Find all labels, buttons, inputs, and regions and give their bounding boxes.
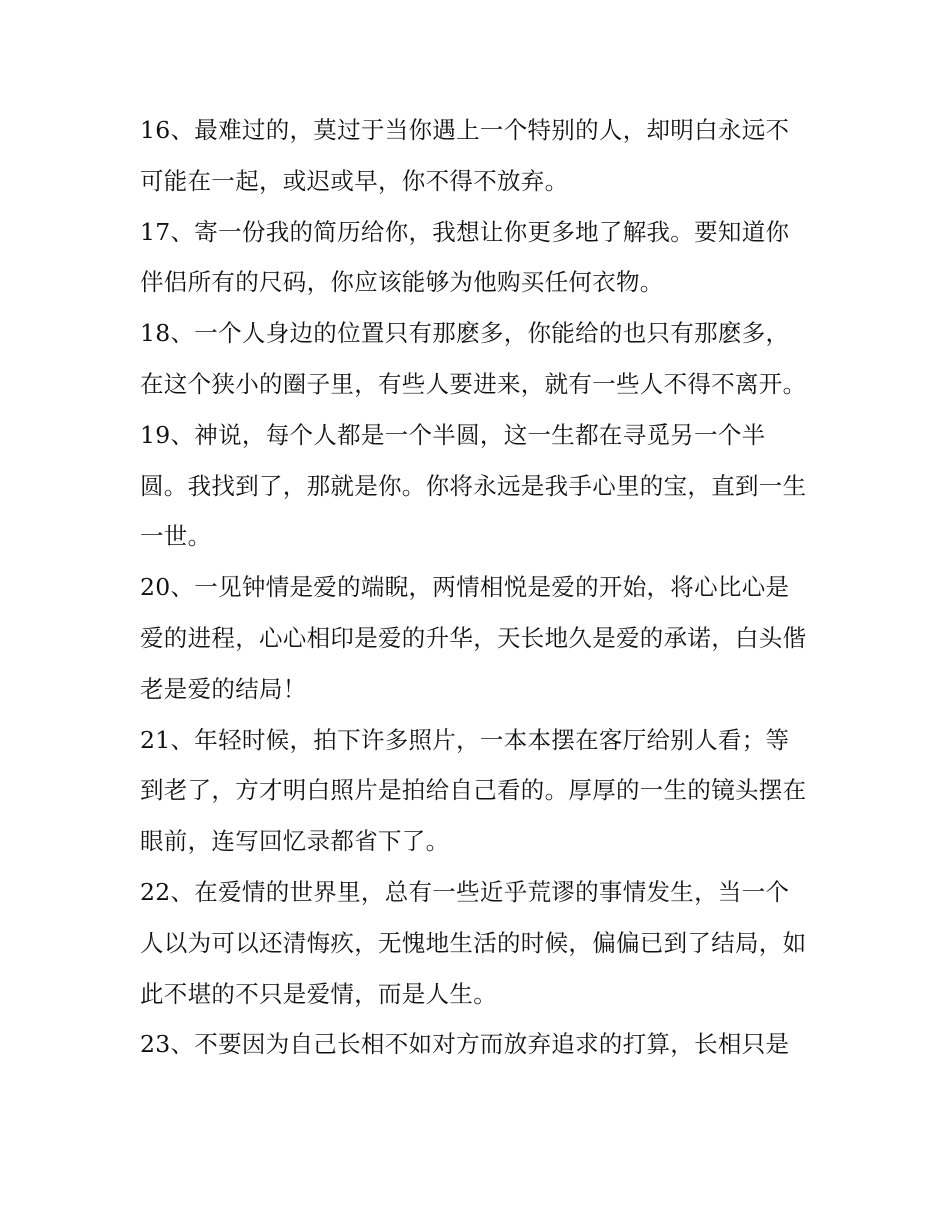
entry-20: 20、一见钟情是爱的端睨，两情相悦是爱的开始，将心比心是爱的进程，心心相印是爱的升华，天长地久是爱的承诺，白头偕老是爱的结局！	[140, 573, 807, 703]
entry-22: 22、在爱情的世界里，总有一些近乎荒谬的事情发生，当一个人以为可以还清悔疚，无愧地生活的时候，偏偏已到了结局，如此不堪的不只是爱情，而是人生。	[140, 877, 807, 1008]
document-body	[140, 105, 812, 1070]
entry-19: 19、神说，每个人都是一个半圆，这一生都在寻觅另一个半圆。我找到了，那就是你。你将永远是我手心里的宝，直到一生一世。	[140, 420, 807, 551]
entry-16: 16、最难过的，莫过于当你遇上一个特别的人，却明白永远不可能在一起，或迟或早，你不得不放弃。	[140, 116, 790, 195]
entry-17: 17、寄一份我的简历给你，我想让你更多地了解我。要知道你伴侣所有的尺码，你应该能够为他购买任何衣物。	[140, 217, 790, 297]
entry-23: 23、不要因为自己长相不如对方而放弃追求的打算，长相只是	[140, 1030, 790, 1059]
entry-18: 18、一个人身边的位置只有那麽多，你能给的也只有那麽多，在这个狭小的圈子里，有些人要进来，就有一些人不得不离开。	[140, 319, 807, 398]
entry-21: 21、年轻时候，拍下许多照片，一本本摆在客厅给别人看；等到老了，方才明白照片是拍给自己看的。厚厚的一生的镜头摆在眼前，连写回忆录都省下了。	[140, 725, 807, 856]
